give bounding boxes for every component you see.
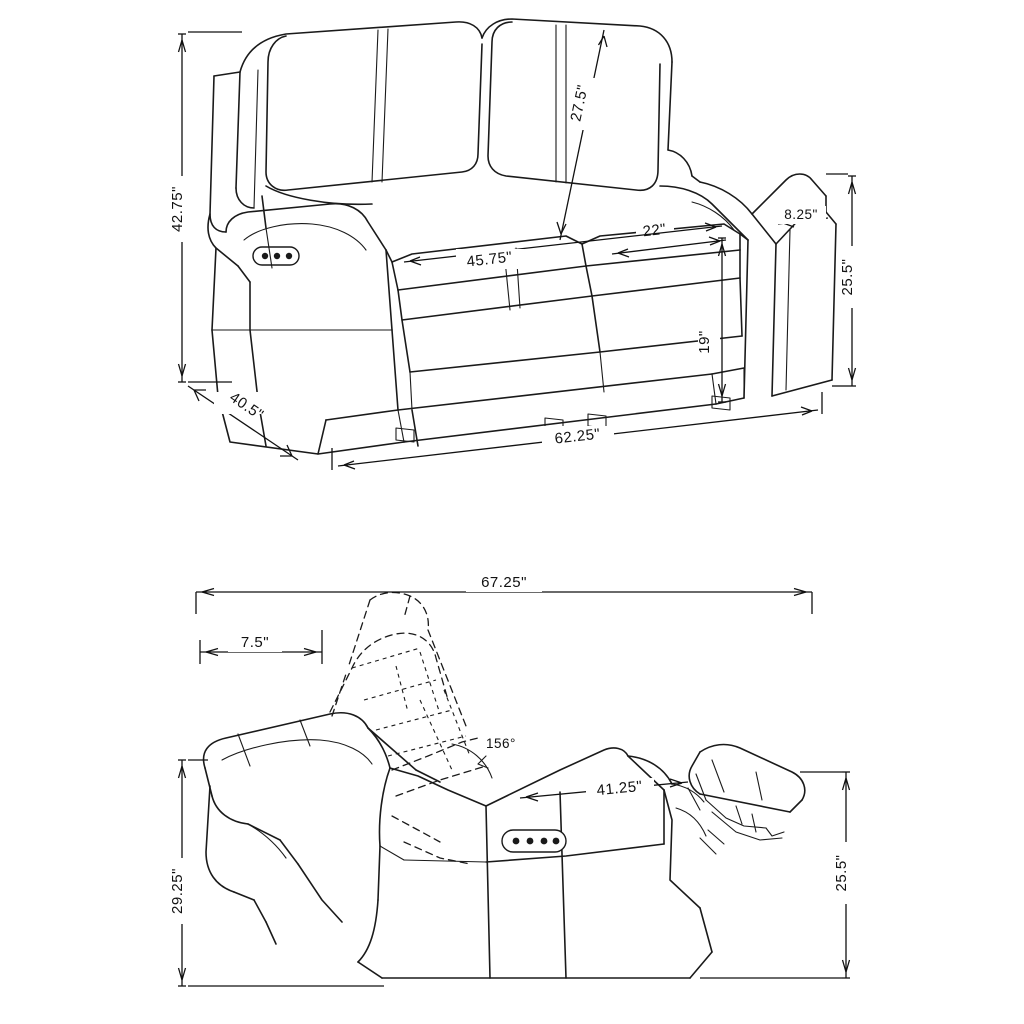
dim-extended-length: 67.25" [481,574,527,591]
dim-footrest-length: 41.25" [595,777,644,800]
dim-overall-height: 42.75" [169,186,186,232]
dim-seat-height: 19" [696,330,713,354]
dim-back-height: 27.5" [567,83,592,123]
dim-seat-depth: 22" [641,220,668,241]
dim-recline-angle: 156° [486,736,516,751]
side-view-group [204,593,805,978]
dim-arm-height: 25.5" [839,258,856,296]
side-view-dimensions [169,572,858,986]
dim-overall-depth: 40.5" [226,388,267,424]
dim-arm-width: 8.25" [784,207,818,222]
dim-arm-height-side: 25.5" [833,854,850,892]
dim-seat-width: 45.75" [465,248,514,271]
dim-reclined-height: 29.25" [169,868,186,914]
front-view-group [208,19,836,454]
dim-overall-width: 62.25" [553,425,602,448]
power-button-front-left[interactable] [253,247,299,265]
power-button-side[interactable] [502,830,566,852]
dim-wall-clearance: 7.5" [240,634,270,651]
